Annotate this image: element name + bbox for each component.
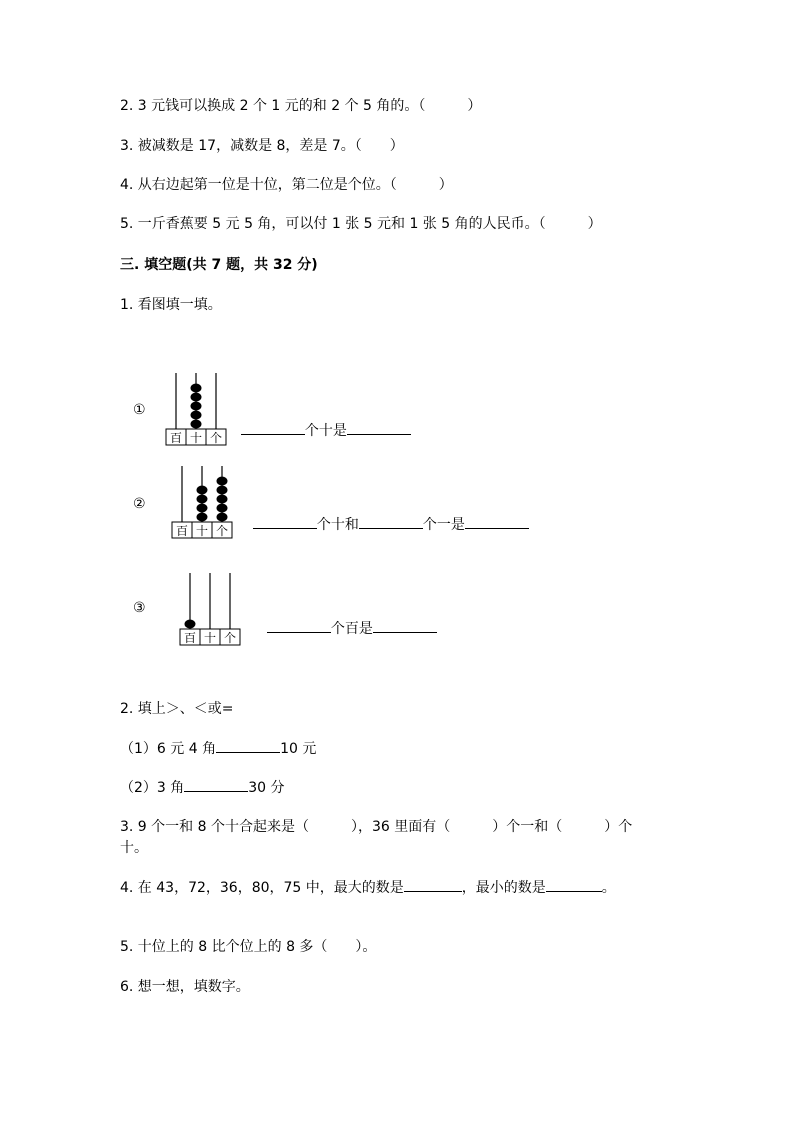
abacus-bead: [217, 486, 228, 495]
abacus-svg: [171, 466, 233, 540]
blank[interactable]: [359, 514, 423, 529]
section-title: 三. 填空题(共 7 题，共 32 分): [120, 257, 318, 273]
abacus-place-label: 十: [195, 524, 209, 538]
abacus-place-label: 个: [209, 431, 223, 445]
abacus-bead: [191, 420, 202, 429]
abacus-bead: [197, 504, 208, 513]
abacus-place-label: 个: [215, 524, 229, 538]
abacus-svg: [165, 373, 227, 447]
blank[interactable]: [241, 420, 305, 435]
item3-marker: ③: [133, 600, 146, 616]
abacus-bead: [191, 393, 202, 402]
abacus-bead: [217, 513, 228, 522]
judge-q5: 5. 一斤香蕉要 5 元 5 角，可以付 1 张 5 元和 1 张 5 角的人民币。（ ）: [120, 216, 602, 232]
q6: 6. 想一想，填数字。: [120, 979, 250, 995]
abacus-bead: [217, 504, 228, 513]
blank[interactable]: [267, 618, 331, 633]
blank[interactable]: [373, 618, 437, 633]
abacus-bead: [197, 513, 208, 522]
abacus-place-label: 十: [203, 631, 217, 645]
item2-text-b: 个一是: [422, 517, 465, 533]
q4-end: 。: [601, 880, 616, 896]
q2-b-left: （2）3 角: [120, 780, 185, 796]
q5: 5. 十位上的 8 比个位上的 8 多（ ）。: [120, 939, 377, 955]
item3-text: 个百是: [330, 621, 373, 637]
blank[interactable]: [216, 738, 280, 753]
abacus-3: [179, 573, 241, 647]
item2-fill: [244, 494, 529, 535]
q2-b-right: 30 分: [248, 780, 285, 796]
blank[interactable]: [465, 514, 529, 529]
abacus-place-label: 百: [169, 431, 183, 445]
item3-fill: [258, 598, 437, 639]
abacus-place-label: 十: [189, 431, 203, 445]
item2-marker: ②: [133, 496, 146, 512]
abacus-svg: [179, 573, 241, 647]
blank[interactable]: [184, 777, 248, 792]
abacus-2: [171, 466, 233, 540]
judge-q3: 3. 被减数是 17，减数是 8，差是 7。（ ）: [120, 138, 404, 154]
q3-line2: 十。: [120, 840, 148, 856]
blank[interactable]: [404, 877, 462, 892]
abacus-place-label: 百: [175, 524, 189, 538]
abacus-bead: [191, 411, 202, 420]
judge-q4: 4. 从右边起第一位是十位，第二位是个位。（ ）: [120, 177, 453, 193]
blank[interactable]: [546, 877, 602, 892]
judge-q2: 2. 3 元钱可以换成 2 个 1 元的和 2 个 5 角的。（ ）: [120, 98, 482, 114]
abacus-bead: [185, 620, 196, 629]
q3-line1: 3. 9 个一和 8 个十合起来是（ ），36 里面有（ ）个一和（ ）个: [120, 819, 633, 835]
abacus-bead: [197, 495, 208, 504]
abacus-bead: [191, 384, 202, 393]
q1-title: 1. 看图填一填。: [120, 297, 222, 313]
abacus-1: [165, 373, 227, 447]
blank[interactable]: [253, 514, 317, 529]
q4-left: 4. 在 43，72，36，80，75 中，最大的数是: [120, 880, 404, 896]
abacus-bead: [197, 486, 208, 495]
q2-b: [120, 777, 285, 798]
blank[interactable]: [347, 420, 411, 435]
item1-text: 个十是: [304, 423, 347, 439]
q2-a: [120, 738, 316, 759]
item1-fill: [232, 400, 411, 441]
q2-title: 2. 填上＞、＜或=: [120, 701, 234, 717]
abacus-bead: [191, 402, 202, 411]
q4-mid: ，最小的数是: [461, 880, 546, 896]
q4: [120, 877, 616, 898]
item2-text-a: 个十和: [316, 517, 359, 533]
abacus-bead: [217, 495, 228, 504]
abacus-bead: [217, 477, 228, 486]
q2-a-right: 10 元: [280, 741, 317, 757]
item1-marker: ①: [133, 402, 146, 418]
abacus-place-label: 个: [223, 631, 237, 645]
abacus-place-label: 百: [183, 631, 197, 645]
q2-a-left: （1）6 元 4 角: [120, 741, 217, 757]
